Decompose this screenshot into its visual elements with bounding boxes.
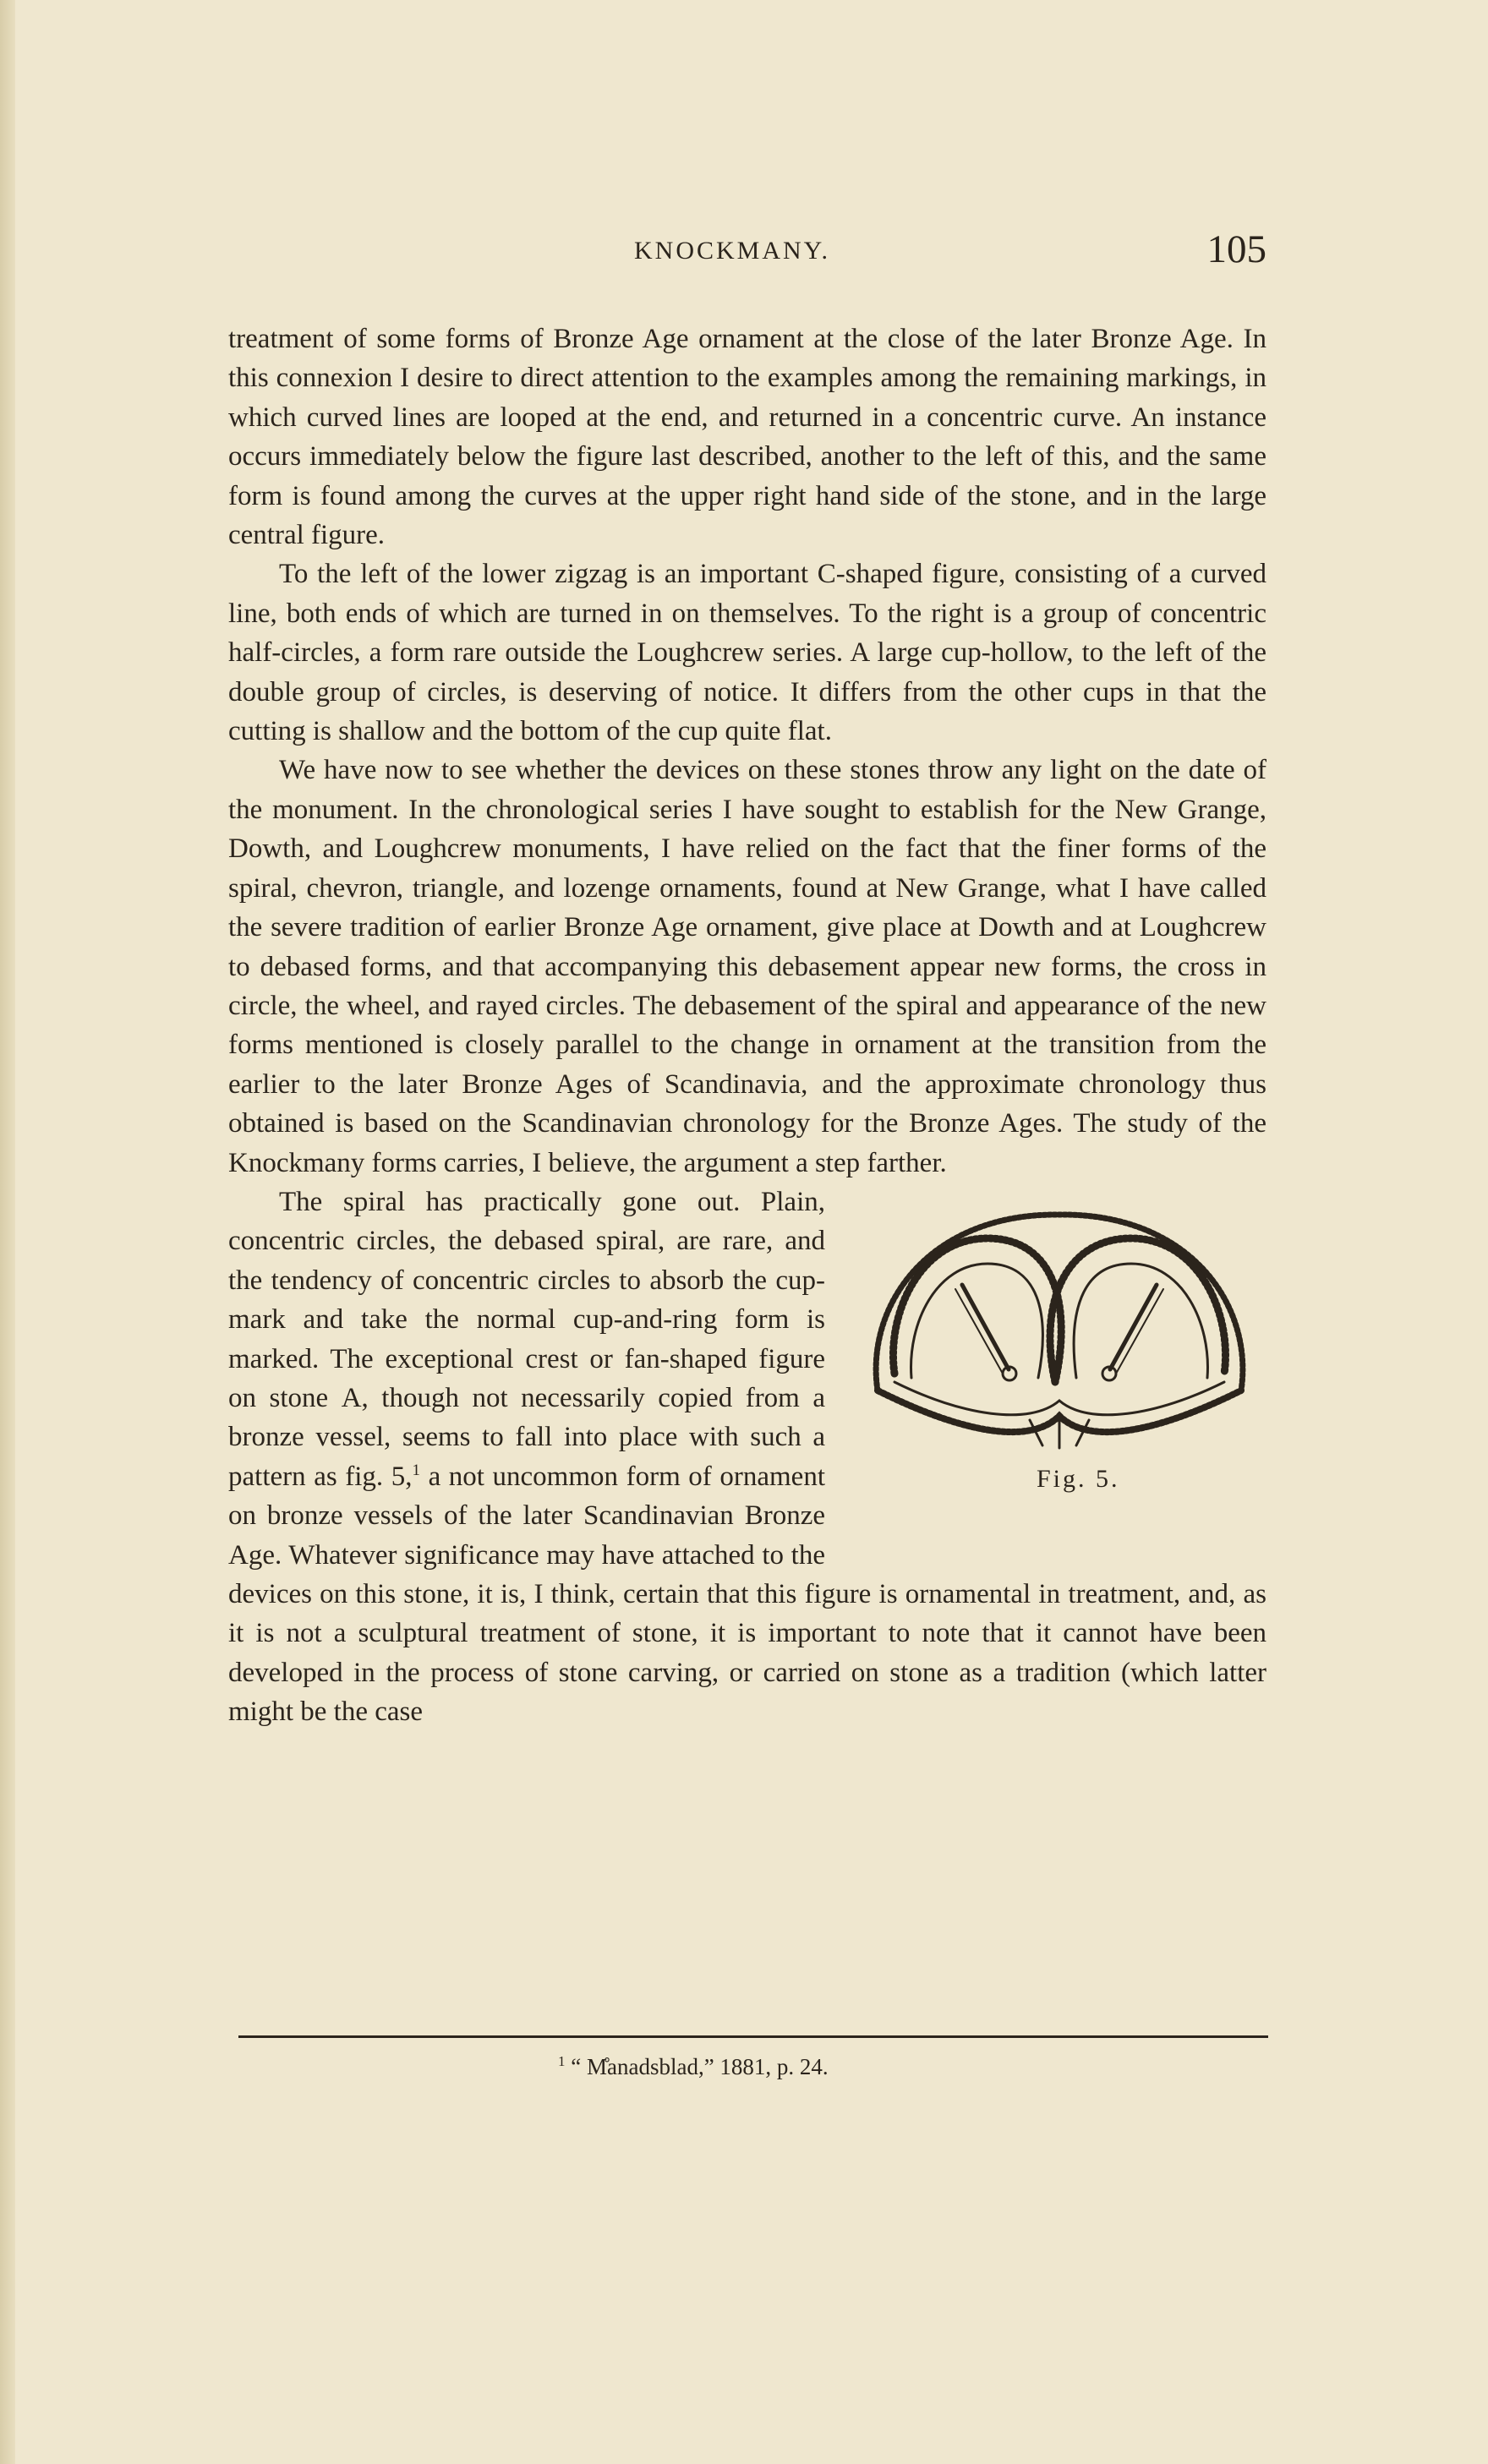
paragraph-3: We have now to see whether the devices on these stones throw any light on the date of the monument. In the chronological series I have sought to establish for the New Grange, Dowth, and Loughcrew monuments, I have relied on the fact that the finer forms of the spiral, chevron, triangle, and lozenge ornaments, found at New Grange, what I have called the severe tradition of earlier Bronze Age ornament, give place at Dowth and at Loughcrew to debased forms, and that accompanying this debasement appear new forms, the cross in circle, the wheel, and rayed circles. The debasement of the spiral and appearance of the new forms mentioned is closely parallel to the change in ornament at the transition from the earlier to the later Bronze Ages of Scandinavia, and the approximate chronology thus obtained is based on the Scandinavian chronology for the Bronze Ages. The study of the Knockmany forms carries, I believe, the argument a step farther. bbox=[228, 755, 1266, 1178]
paragraph-4-text-c: a not uncommon form of ornament on bronze vessels of the later Scandinavian Bronze Age. Whatever significance may have attached to the devices on this stone, it is, I think, certain that this figure is ornamental in treatment, and, as it is not a sculptural treatment of stone, it is important to note that it cannot have been developed in the process of stone carving, or carried on stone as a tradition (which latter might be the case bbox=[228, 1461, 1266, 1728]
page-number: 105 bbox=[1206, 227, 1266, 271]
footnote-reference: 1 bbox=[412, 1461, 420, 1479]
running-head: KNOCKMANY. bbox=[634, 237, 830, 265]
paragraph-1: treatment of some forms of Bronze Age ornament at the close of the later Bronze Age. In this connexion I desire to direct attention to the examples among the remaining markings, in which curved lines are looped at the end, and returned in a concentric curve. An instance occurs immediately below the figure last described, another to the left of this, and the same form is found among the curves at the upper right hand side of the stone, and in the large central figure. bbox=[228, 324, 1266, 551]
paragraph-2: To the left of the lower zigzag is an important C-shaped figure, consisting of a curved line, both ends of which are turned in on themselves. To the right is a group of concentric half-circles, a form rare outside the Loughcrew series. A large cup-hollow, to the left of the double group of circles, is deserving of notice. It differs from the other cups in that the cutting is shallow and the bottom of the cup quite flat. bbox=[228, 559, 1266, 747]
paragraph-4 bbox=[228, 1183, 1266, 1732]
figure-5 bbox=[861, 1193, 1266, 1548]
stone-label: A bbox=[341, 1382, 362, 1413]
footnote-marker: 1 bbox=[558, 2053, 566, 2069]
page-header bbox=[228, 227, 1266, 286]
figure-caption: Fig. 5. bbox=[1037, 1464, 1120, 1493]
crest-ornament-figure bbox=[861, 1205, 1258, 1450]
body-text bbox=[228, 320, 1266, 1732]
page-binding-edge bbox=[0, 0, 15, 2464]
paragraph-4-text-a: The spiral has practically gone out. Plain, concentric circles, the debased spiral, are rare, and the tendency of concentric circles to absorb the cup-mark and take the normal cup-and-ring form is marked. The exceptional crest or fan-shaped figure on stone bbox=[228, 1186, 825, 1413]
paragraph-4-text-b: , though not necessarily copied from a bronze vessel, seems to fall into place with such a pattern as fig. 5, bbox=[228, 1382, 825, 1492]
footnote bbox=[558, 2054, 829, 2080]
footnote-text: “ M̊anadsblad,” 1881, p. 24. bbox=[571, 2054, 829, 2079]
footnote-rule bbox=[238, 2035, 1268, 2038]
